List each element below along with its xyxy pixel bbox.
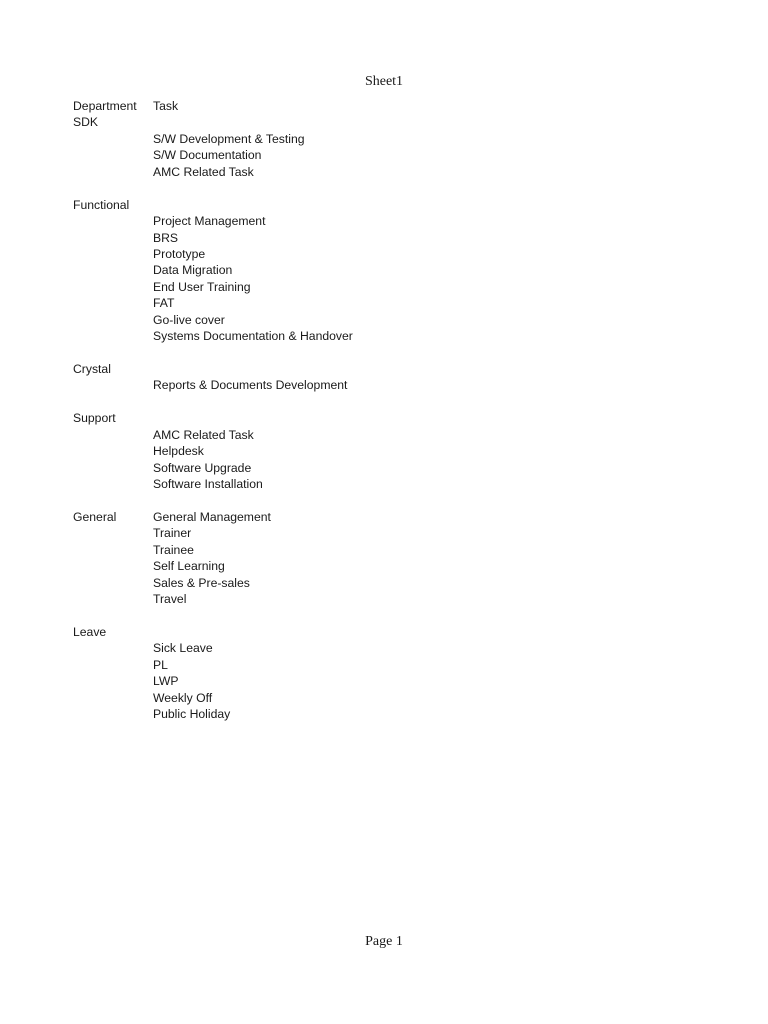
table-row <box>73 624 353 640</box>
table-row <box>73 427 353 443</box>
task-cell: S/W Development & Testing <box>153 131 305 146</box>
task-cell: General Management <box>153 509 271 524</box>
department-cell: General <box>73 509 117 524</box>
task-cell: AMC Related Task <box>153 427 254 442</box>
department-cell <box>73 345 153 361</box>
task-cell: End User Training <box>153 279 251 294</box>
department-cell: SDK <box>73 115 99 130</box>
task-cell: AMC Related Task <box>153 164 254 179</box>
table-row <box>73 197 353 213</box>
table-row <box>73 147 353 163</box>
department-cell <box>73 591 153 607</box>
table-row <box>73 394 353 410</box>
department-cell: Support <box>73 411 116 426</box>
department-cell <box>73 164 153 180</box>
department-cell <box>73 312 153 328</box>
table-row <box>73 262 353 278</box>
task-cell: Data Migration <box>153 263 233 278</box>
task-cell: Software Installation <box>153 477 263 492</box>
department-cell <box>73 131 153 147</box>
department-cell <box>73 213 153 229</box>
table-row <box>73 476 353 492</box>
department-cell <box>73 394 153 410</box>
table-row <box>73 131 353 147</box>
table-row <box>73 575 353 591</box>
department-cell <box>73 427 153 443</box>
table-row <box>73 509 353 525</box>
table-row <box>73 690 353 706</box>
table-row <box>73 542 353 558</box>
department-cell <box>73 690 153 706</box>
department-cell <box>73 542 153 558</box>
table-row <box>73 377 353 393</box>
department-cell <box>73 377 153 393</box>
department-header: Department <box>73 99 137 113</box>
table-row <box>73 246 353 262</box>
table-row <box>73 312 353 328</box>
table-row <box>73 180 353 196</box>
task-cell: LWP <box>153 674 179 689</box>
department-cell <box>73 657 153 673</box>
table-row <box>73 213 353 229</box>
task-cell: Travel <box>153 592 187 607</box>
task-cell: FAT <box>153 296 175 311</box>
table-row <box>73 295 353 311</box>
task-cell: Helpdesk <box>153 444 204 459</box>
task-cell: Systems Documentation & Handover <box>153 329 353 344</box>
department-cell <box>73 575 153 591</box>
table-row <box>73 525 353 541</box>
department-cell <box>73 640 153 656</box>
task-cell: Public Holiday <box>153 707 231 722</box>
department-cell <box>73 262 153 278</box>
department-cell: Functional <box>73 197 130 212</box>
table-row <box>73 230 353 246</box>
table-row <box>73 608 353 624</box>
task-cell: BRS <box>153 230 179 245</box>
task-cell: Sales & Pre-sales <box>153 575 250 590</box>
table-row <box>73 164 353 180</box>
department-cell <box>73 246 153 262</box>
table-body <box>73 114 353 722</box>
task-cell: Reports & Documents Development <box>153 378 348 393</box>
department-cell <box>73 673 153 689</box>
department-cell <box>73 608 153 624</box>
task-cell: Sick Leave <box>153 641 213 656</box>
sheet-title: Sheet1 <box>364 74 404 89</box>
department-cell <box>73 525 153 541</box>
department-cell: Leave <box>73 625 107 639</box>
department-cell <box>73 706 153 722</box>
table-row <box>73 443 353 459</box>
task-cell: Go-live cover <box>153 312 225 327</box>
table-row <box>73 657 353 673</box>
table-row <box>73 460 353 476</box>
table-row <box>73 591 353 607</box>
header-row <box>73 98 353 114</box>
task-cell: Prototype <box>153 246 206 261</box>
department-cell <box>73 476 153 492</box>
task-cell: Self Learning <box>153 559 225 574</box>
task-cell: Trainee <box>153 542 194 557</box>
task-header: Task <box>153 99 179 113</box>
table-row <box>73 640 353 656</box>
task-cell: PL <box>153 657 168 672</box>
department-cell <box>73 147 153 163</box>
table-row <box>73 558 353 574</box>
task-cell: Weekly Off <box>153 690 213 705</box>
sheet-table <box>73 98 353 723</box>
department-cell <box>73 558 153 574</box>
department-cell <box>73 493 153 509</box>
task-cell: Software Upgrade <box>153 460 252 475</box>
department-cell <box>73 443 153 459</box>
department-cell <box>73 279 153 295</box>
table-row <box>73 410 353 426</box>
table-row <box>73 361 353 377</box>
table-row <box>73 673 353 689</box>
task-cell: Trainer <box>153 526 192 541</box>
table-row <box>73 328 353 344</box>
table-row <box>73 493 353 509</box>
department-cell: Crystal <box>73 362 111 376</box>
department-cell <box>73 460 153 476</box>
table-row <box>73 345 353 361</box>
department-cell <box>73 328 153 344</box>
department-cell <box>73 295 153 311</box>
department-cell <box>73 230 153 246</box>
table-row <box>73 114 353 130</box>
table-row <box>73 706 353 722</box>
table-row <box>73 279 353 295</box>
task-cell: Project Management <box>153 214 266 229</box>
department-cell <box>73 180 153 196</box>
page-number: Page 1 <box>365 934 403 949</box>
task-cell: S/W Documentation <box>153 148 262 163</box>
